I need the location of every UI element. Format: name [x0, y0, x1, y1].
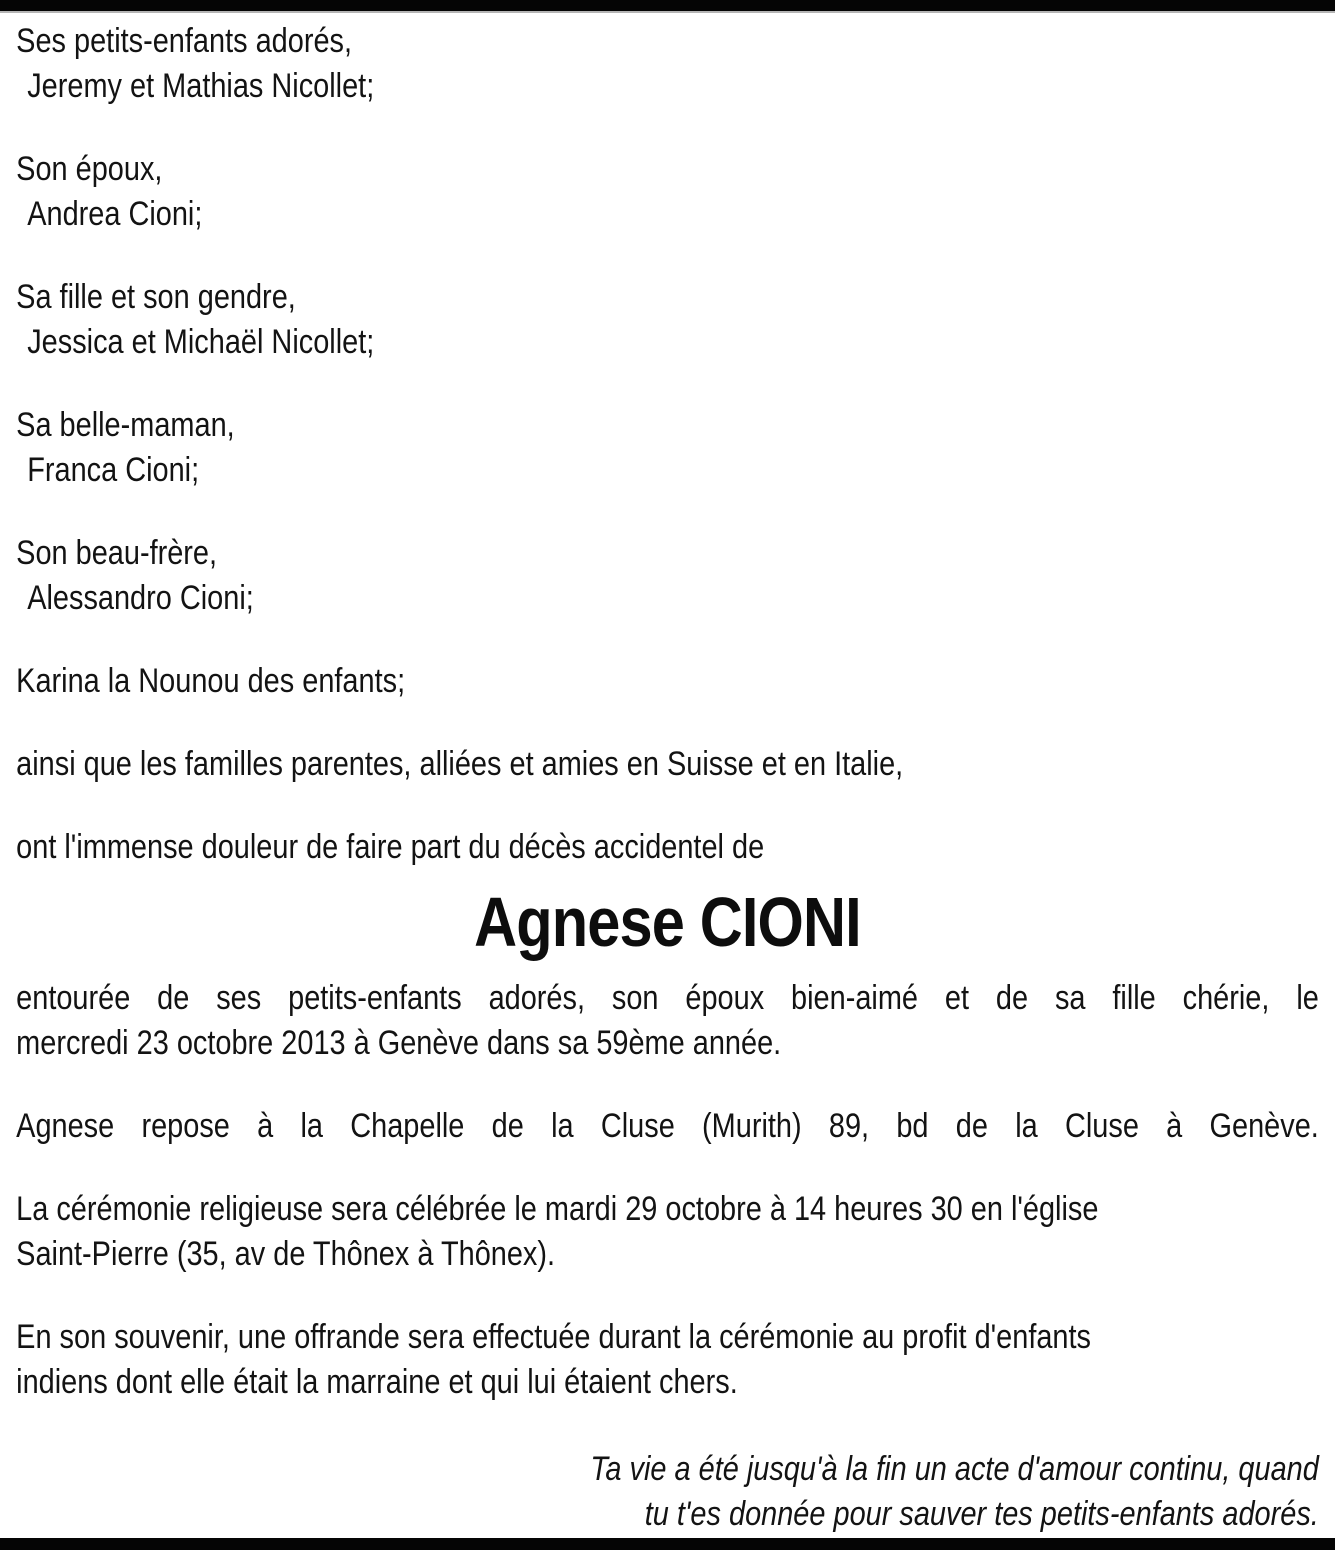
epitaph-line1: Ta vie a été jusqu'à la fin un acte d'amour continu, quand: [590, 1450, 1319, 1488]
relative-names: Andrea Cioni;: [27, 195, 203, 233]
top-border-bar: [0, 0, 1335, 13]
page-title: Agnese CIONI: [474, 883, 861, 961]
offering-line2: indiens dont elle était la marraine et qui lui étaient chers.: [16, 1363, 738, 1401]
relative-names: Alessandro Cioni;: [27, 579, 254, 617]
family-group-brother-in-law: [16, 531, 1319, 621]
nanny-line: Karina la Nounou des enfants;: [16, 662, 406, 700]
family-group-mother-in-law: [16, 403, 1319, 493]
relation-label: Ses petits-enfants adorés,: [16, 22, 353, 60]
family-group-grandchildren: [16, 19, 1319, 109]
epitaph-line2: tu t'es donnée pour sauver tes petits-enfants adorés.: [644, 1495, 1319, 1533]
relation-label: Sa belle-maman,: [16, 406, 235, 444]
death-details-line2: mercredi 23 octobre 2013 à Genève dans sa 59ème année.: [16, 1024, 782, 1062]
offering-paragraph: [16, 1315, 1319, 1405]
death-details-paragraph: [16, 976, 1319, 1066]
family-group-husband: [16, 147, 1319, 237]
offering-line1: En son souvenir, une offrande sera effectuée durant la cérémonie au profit d'enfants: [16, 1318, 1092, 1356]
bottom-border-bar: [0, 1538, 1335, 1550]
ceremony-line1: La cérémonie religieuse sera célébrée le mardi 29 octobre à 14 heures 30 en l'église: [16, 1190, 1099, 1228]
ceremony-line2: Saint-Pierre (35, av de Thônex à Thônex).: [16, 1235, 556, 1273]
announcement-line: ont l'immense douleur de faire part du décès accidentel de: [16, 828, 765, 866]
family-group-daughter: [16, 275, 1319, 365]
epitaph: [16, 1447, 1319, 1537]
relative-names: Jeremy et Mathias Nicollet;: [27, 67, 375, 105]
relation-label: Son beau-frère,: [16, 534, 218, 572]
relative-names: Franca Cioni;: [27, 451, 200, 489]
ceremony-paragraph: [16, 1187, 1319, 1277]
obituary-notice: [0, 13, 1335, 1537]
repose-line: Agnese repose à la Chapelle de la Cluse (Murith) 89, bd de la Cluse à Genève.: [16, 1107, 1319, 1145]
death-details-line1: entourée de ses petits-enfants adorés, son époux bien-aimé et de sa fille chérie, le: [16, 979, 1319, 1017]
relative-names: Jessica et Michaël Nicollet;: [27, 323, 375, 361]
relation-label: Son époux,: [16, 150, 163, 188]
relation-label: Sa fille et son gendre,: [16, 278, 296, 316]
families-line: ainsi que les familles parentes, alliées et amies en Suisse et en Italie,: [16, 745, 904, 783]
